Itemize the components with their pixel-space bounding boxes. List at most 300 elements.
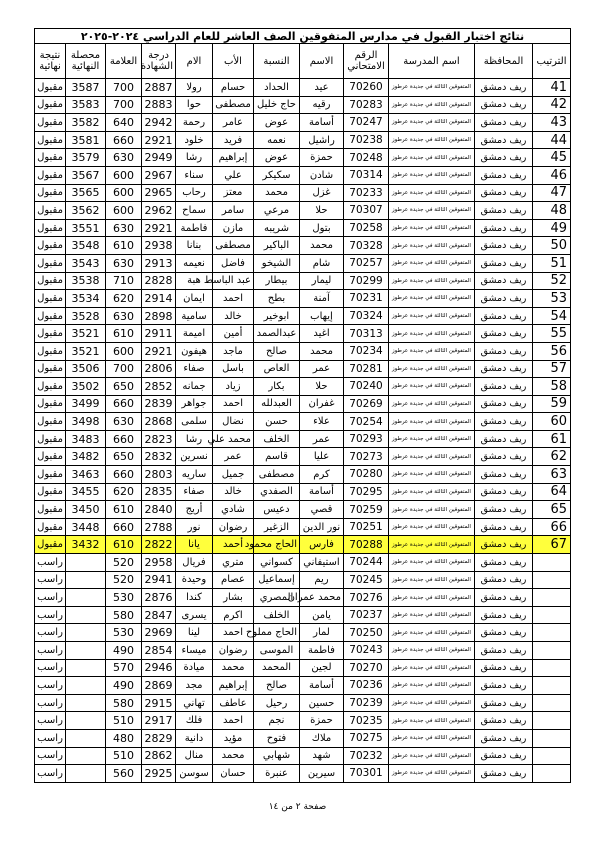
column-header: الام (176, 44, 213, 79)
father-name-cell: احمد (213, 712, 254, 730)
family-name-cell: صالح (254, 342, 300, 360)
mother-name-cell: رشا (176, 149, 213, 167)
table-row (35, 659, 571, 677)
rank-cell (533, 747, 571, 765)
first-name-cell: آمنة (300, 290, 344, 308)
school-cell: المتفوقين الثالثة في جديدة عرطوز (389, 694, 475, 712)
governorate-cell: ريف دمشق (475, 395, 533, 413)
governorate-cell: ريف دمشق (475, 765, 533, 783)
final-result-cell: مقبول (35, 378, 66, 396)
school-cell: المتفوقين الثالثة في جديدة عرطوز (389, 395, 475, 413)
certificate-score-cell: 2898 (142, 307, 176, 325)
certificate-score-cell: 2806 (142, 360, 176, 378)
father-name-cell: محمد (213, 747, 254, 765)
rank-cell: 47 (533, 184, 571, 202)
exam-number-cell: 70238 (344, 131, 389, 149)
family-name-cell: الحاج محمود (254, 536, 300, 554)
governorate-cell: ريف دمشق (475, 325, 533, 343)
family-name-cell: صالح (254, 677, 300, 695)
rank-cell: 58 (533, 378, 571, 396)
mother-name-cell: جواهر (176, 395, 213, 413)
final-result-cell: راسب (35, 624, 66, 642)
governorate-cell: ريف دمشق (475, 219, 533, 237)
mother-name-cell: سناء (176, 166, 213, 184)
family-name-cell: الحاج مملوح (254, 624, 300, 642)
school-cell: المتفوقين الثالثة في جديدة عرطوز (389, 712, 475, 730)
mother-name-cell: بنانا (176, 237, 213, 255)
first-name-cell: لمار (300, 624, 344, 642)
final-result-cell: مقبول (35, 518, 66, 536)
governorate-cell: ريف دمشق (475, 202, 533, 220)
final-total-cell: 3543 (66, 254, 106, 272)
family-name-cell: سكيكر (254, 166, 300, 184)
exam-number-cell: 70248 (344, 149, 389, 167)
family-name-cell: الشيخو (254, 254, 300, 272)
mother-name-cell: سامية (176, 307, 213, 325)
mother-name-cell: خلود (176, 131, 213, 149)
column-header: المحافظة (475, 44, 533, 79)
column-header: الأب (213, 44, 254, 79)
school-cell: المتفوقين الثالثة في جديدة عرطوز (389, 589, 475, 607)
table-header-row (35, 44, 571, 79)
family-name-cell: العبدلله (254, 395, 300, 413)
rank-cell (533, 571, 571, 589)
mother-name-cell: ميادة (176, 659, 213, 677)
table-row (35, 571, 571, 589)
exam-mark-cell: 490 (106, 677, 142, 695)
family-name-cell: الزغير (254, 518, 300, 536)
mother-name-cell: منال (176, 747, 213, 765)
final-total-cell: 3551 (66, 219, 106, 237)
final-result-cell: مقبول (35, 342, 66, 360)
exam-number-cell: 70254 (344, 413, 389, 431)
exam-mark-cell: 700 (106, 360, 142, 378)
final-result-cell: مقبول (35, 501, 66, 519)
governorate-cell: ريف دمشق (475, 149, 533, 167)
governorate-cell: ريف دمشق (475, 114, 533, 132)
father-name-cell: مؤيد (213, 729, 254, 747)
table-row (35, 677, 571, 695)
rank-cell: 59 (533, 395, 571, 413)
father-name-cell: ماجد (213, 342, 254, 360)
final-total-cell: 3581 (66, 131, 106, 149)
father-name-cell: أمين (213, 325, 254, 343)
family-name-cell: بكار (254, 378, 300, 396)
exam-mark-cell: 660 (106, 430, 142, 448)
exam-number-cell: 70237 (344, 606, 389, 624)
certificate-score-cell: 2921 (142, 131, 176, 149)
final-total-cell (66, 694, 106, 712)
rank-cell: 52 (533, 272, 571, 290)
school-cell: المتفوقين الثالثة في جديدة عرطوز (389, 659, 475, 677)
certificate-score-cell: 2925 (142, 765, 176, 783)
column-header: الرقم الامتحاني (344, 44, 389, 79)
final-total-cell: 3432 (66, 536, 106, 554)
mother-name-cell: رولا (176, 79, 213, 97)
final-total-cell: 3502 (66, 378, 106, 396)
school-cell: المتفوقين الثالثة في جديدة عرطوز (389, 765, 475, 783)
rank-cell: 64 (533, 483, 571, 501)
family-name-cell: شريبه (254, 219, 300, 237)
certificate-score-cell: 2869 (142, 677, 176, 695)
exam-number-cell: 70270 (344, 659, 389, 677)
father-name-cell: إبراهيم (213, 677, 254, 695)
page-title: نتائج اختبار القبول في مدارس المتفوقين الصف العاشر للعام الدراسي ٢٠٢٤-٢٠٢٥ (35, 29, 571, 44)
exam-mark-cell: 530 (106, 624, 142, 642)
rank-cell: 55 (533, 325, 571, 343)
mother-name-cell: نسرين (176, 448, 213, 466)
family-name-cell: العاص (254, 360, 300, 378)
final-total-cell (66, 659, 106, 677)
governorate-cell: ريف دمشق (475, 518, 533, 536)
exam-number-cell: 70247 (344, 114, 389, 132)
family-name-cell: الموسى (254, 642, 300, 660)
final-result-cell: مقبول (35, 466, 66, 484)
exam-mark-cell: 630 (106, 219, 142, 237)
table-row (35, 483, 571, 501)
table-row (35, 395, 571, 413)
exam-mark-cell: 520 (106, 554, 142, 572)
rank-cell: 46 (533, 166, 571, 184)
family-name-cell: نعمه (254, 131, 300, 149)
exam-mark-cell: 510 (106, 747, 142, 765)
table-row (35, 360, 571, 378)
final-result-cell: راسب (35, 712, 66, 730)
first-name-cell: محمد عمران (300, 589, 344, 607)
column-header: العلامة (106, 44, 142, 79)
school-cell: المتفوقين الثالثة في جديدة عرطوز (389, 342, 475, 360)
mother-name-cell: حوا (176, 96, 213, 114)
exam-number-cell: 70260 (344, 79, 389, 97)
exam-mark-cell: 570 (106, 659, 142, 677)
final-total-cell: 3450 (66, 501, 106, 519)
school-cell: المتفوقين الثالثة في جديدة عرطوز (389, 114, 475, 132)
table-body (35, 79, 571, 783)
governorate-cell: ريف دمشق (475, 272, 533, 290)
governorate-cell: ريف دمشق (475, 79, 533, 97)
family-name-cell: كسواني (254, 554, 300, 572)
rank-cell: 51 (533, 254, 571, 272)
father-name-cell: حسان (213, 765, 254, 783)
first-name-cell: عيد (300, 79, 344, 97)
family-name-cell: الباكير (254, 237, 300, 255)
table-row (35, 589, 571, 607)
family-name-cell: إسماعيل (254, 571, 300, 589)
table-row (35, 342, 571, 360)
mother-name-cell: سوسن (176, 765, 213, 783)
column-header: اسم المدرسة (389, 44, 475, 79)
table-row (35, 184, 571, 202)
final-result-cell: مقبول (35, 325, 66, 343)
first-name-cell: شام (300, 254, 344, 272)
father-name-cell: متري (213, 554, 254, 572)
family-name-cell: رحيل (254, 694, 300, 712)
final-total-cell (66, 589, 106, 607)
final-result-cell: راسب (35, 642, 66, 660)
first-name-cell: لجين (300, 659, 344, 677)
governorate-cell: ريف دمشق (475, 642, 533, 660)
first-name-cell: فاطمة (300, 642, 344, 660)
father-name-cell: أحمد (213, 536, 254, 554)
certificate-score-cell: 2941 (142, 571, 176, 589)
exam-number-cell: 70313 (344, 325, 389, 343)
final-total-cell: 3482 (66, 448, 106, 466)
certificate-score-cell: 2839 (142, 395, 176, 413)
exam-number-cell: 70257 (344, 254, 389, 272)
final-result-cell: مقبول (35, 290, 66, 308)
exam-mark-cell: 630 (106, 307, 142, 325)
table-row (35, 624, 571, 642)
exam-mark-cell: 510 (106, 712, 142, 730)
exam-mark-cell: 620 (106, 290, 142, 308)
mother-name-cell: فلك (176, 712, 213, 730)
exam-number-cell: 70269 (344, 395, 389, 413)
final-total-cell: 3499 (66, 395, 106, 413)
school-cell: المتفوقين الثالثة في جديدة عرطوز (389, 554, 475, 572)
governorate-cell: ريف دمشق (475, 747, 533, 765)
mother-name-cell: ايمان (176, 290, 213, 308)
exam-mark-cell: 620 (106, 483, 142, 501)
rank-cell: 63 (533, 466, 571, 484)
first-name-cell: عمر (300, 430, 344, 448)
father-name-cell: إبراهيم (213, 149, 254, 167)
rank-cell: 50 (533, 237, 571, 255)
exam-mark-cell: 610 (106, 501, 142, 519)
certificate-score-cell: 2847 (142, 606, 176, 624)
final-total-cell (66, 712, 106, 730)
final-total-cell (66, 642, 106, 660)
mother-name-cell: رحمة (176, 114, 213, 132)
first-name-cell: محمد (300, 342, 344, 360)
first-name-cell: حلا (300, 378, 344, 396)
father-name-cell: عامر (213, 114, 254, 132)
exam-mark-cell: 630 (106, 413, 142, 431)
governorate-cell: ريف دمشق (475, 237, 533, 255)
results-sheet (34, 28, 570, 783)
table-row (35, 202, 571, 220)
certificate-score-cell: 2854 (142, 642, 176, 660)
governorate-cell: ريف دمشق (475, 589, 533, 607)
first-name-cell: عليا (300, 448, 344, 466)
mother-name-cell: فاطمة (176, 219, 213, 237)
table-row (35, 466, 571, 484)
exam-number-cell: 70288 (344, 536, 389, 554)
certificate-score-cell: 2915 (142, 694, 176, 712)
exam-mark-cell: 700 (106, 79, 142, 97)
father-name-cell: احمد (213, 290, 254, 308)
mother-name-cell: رشا (176, 430, 213, 448)
father-name-cell: عمر (213, 448, 254, 466)
exam-number-cell: 70276 (344, 589, 389, 607)
father-name-cell: باسل (213, 360, 254, 378)
rank-cell: 61 (533, 430, 571, 448)
certificate-score-cell: 2803 (142, 466, 176, 484)
governorate-cell: ريف دمشق (475, 483, 533, 501)
school-cell: المتفوقين الثالثة في جديدة عرطوز (389, 430, 475, 448)
certificate-score-cell: 2913 (142, 254, 176, 272)
final-total-cell: 3506 (66, 360, 106, 378)
exam-number-cell: 70307 (344, 202, 389, 220)
certificate-score-cell: 2828 (142, 272, 176, 290)
final-result-cell: مقبول (35, 483, 66, 501)
school-cell: المتفوقين الثالثة في جديدة عرطوز (389, 378, 475, 396)
first-name-cell: نور الدين (300, 518, 344, 536)
certificate-score-cell: 2887 (142, 79, 176, 97)
final-result-cell: راسب (35, 694, 66, 712)
table-row (35, 237, 571, 255)
certificate-score-cell: 2862 (142, 747, 176, 765)
rank-cell (533, 606, 571, 624)
school-cell: المتفوقين الثالثة في جديدة عرطوز (389, 466, 475, 484)
mother-name-cell: سلمى (176, 413, 213, 431)
certificate-score-cell: 2958 (142, 554, 176, 572)
first-name-cell: اغيد (300, 325, 344, 343)
final-result-cell: مقبول (35, 131, 66, 149)
first-name-cell: حمزة (300, 149, 344, 167)
family-name-cell: عبدالصمد (254, 325, 300, 343)
mother-name-cell: لينا (176, 624, 213, 642)
exam-mark-cell: 580 (106, 606, 142, 624)
first-name-cell: غفران (300, 395, 344, 413)
exam-mark-cell: 660 (106, 395, 142, 413)
mother-name-cell: وحيدة (176, 571, 213, 589)
governorate-cell: ريف دمشق (475, 677, 533, 695)
final-result-cell: راسب (35, 554, 66, 572)
rank-cell (533, 589, 571, 607)
mother-name-cell: فريال (176, 554, 213, 572)
table-row (35, 149, 571, 167)
mother-name-cell: نعيمه (176, 254, 213, 272)
certificate-score-cell: 2962 (142, 202, 176, 220)
exam-mark-cell: 630 (106, 254, 142, 272)
final-result-cell: مقبول (35, 430, 66, 448)
family-name-cell: عوض (254, 149, 300, 167)
exam-mark-cell: 650 (106, 378, 142, 396)
exam-mark-cell: 650 (106, 448, 142, 466)
exam-mark-cell: 490 (106, 642, 142, 660)
father-name-cell: خالد (213, 307, 254, 325)
school-cell: المتفوقين الثالثة في جديدة عرطوز (389, 237, 475, 255)
father-name-cell: احمد (213, 624, 254, 642)
school-cell: المتفوقين الثالثة في جديدة عرطوز (389, 606, 475, 624)
certificate-score-cell: 2965 (142, 184, 176, 202)
family-name-cell: شهابي (254, 747, 300, 765)
mother-name-cell: تهاني (176, 694, 213, 712)
final-total-cell: 3463 (66, 466, 106, 484)
final-total-cell: 3567 (66, 166, 106, 184)
table-row (35, 694, 571, 712)
column-header: النسبة (254, 44, 300, 79)
exam-mark-cell: 630 (106, 149, 142, 167)
governorate-cell: ريف دمشق (475, 712, 533, 730)
school-cell: المتفوقين الثالثة في جديدة عرطوز (389, 501, 475, 519)
mother-name-cell: هبة (176, 272, 213, 290)
final-result-cell: مقبول (35, 395, 66, 413)
family-name-cell: فتوح (254, 729, 300, 747)
governorate-cell: ريف دمشق (475, 606, 533, 624)
results-table (34, 28, 571, 783)
final-total-cell: 3483 (66, 430, 106, 448)
father-name-cell: شادي (213, 501, 254, 519)
family-name-cell: الحداد (254, 79, 300, 97)
father-name-cell: عصام (213, 571, 254, 589)
rank-cell (533, 677, 571, 695)
school-cell: المتفوقين الثالثة في جديدة عرطوز (389, 747, 475, 765)
exam-number-cell: 70250 (344, 624, 389, 642)
first-name-cell: سيرين (300, 765, 344, 783)
first-name-cell: إيهاب (300, 307, 344, 325)
first-name-cell: غزل (300, 184, 344, 202)
family-name-cell: المحمد (254, 659, 300, 677)
exam-number-cell: 70299 (344, 272, 389, 290)
father-name-cell: مازن (213, 219, 254, 237)
governorate-cell: ريف دمشق (475, 694, 533, 712)
mother-name-cell: صفاء (176, 360, 213, 378)
final-total-cell: 3565 (66, 184, 106, 202)
final-total-cell: 3562 (66, 202, 106, 220)
father-name-cell: بشار (213, 589, 254, 607)
exam-number-cell: 70275 (344, 729, 389, 747)
exam-number-cell: 70258 (344, 219, 389, 237)
family-name-cell: محمد (254, 184, 300, 202)
governorate-cell: ريف دمشق (475, 342, 533, 360)
certificate-score-cell: 2852 (142, 378, 176, 396)
governorate-cell: ريف دمشق (475, 729, 533, 747)
certificate-score-cell: 2942 (142, 114, 176, 132)
school-cell: المتفوقين الثالثة في جديدة عرطوز (389, 131, 475, 149)
final-total-cell (66, 624, 106, 642)
table-row (35, 606, 571, 624)
first-name-cell: حسين (300, 694, 344, 712)
school-cell: المتفوقين الثالثة في جديدة عرطوز (389, 360, 475, 378)
governorate-cell: ريف دمشق (475, 536, 533, 554)
rank-cell: 60 (533, 413, 571, 431)
governorate-cell: ريف دمشق (475, 307, 533, 325)
column-header: الاسم (300, 44, 344, 79)
exam-mark-cell: 600 (106, 202, 142, 220)
certificate-score-cell: 2868 (142, 413, 176, 431)
exam-number-cell: 70244 (344, 554, 389, 572)
exam-number-cell: 70240 (344, 378, 389, 396)
family-name-cell: الصفدي (254, 483, 300, 501)
table-row (35, 554, 571, 572)
rank-cell: 67 (533, 536, 571, 554)
rank-cell (533, 729, 571, 747)
final-total-cell: 3521 (66, 325, 106, 343)
mother-name-cell: دانية (176, 729, 213, 747)
final-result-cell: راسب (35, 589, 66, 607)
rank-cell: 42 (533, 96, 571, 114)
father-name-cell: زياد (213, 378, 254, 396)
father-name-cell: فريد (213, 131, 254, 149)
rank-cell (533, 554, 571, 572)
first-name-cell: استيفاني (300, 554, 344, 572)
father-name-cell: سامر (213, 202, 254, 220)
exam-mark-cell: 640 (106, 114, 142, 132)
table-row (35, 378, 571, 396)
certificate-score-cell: 2835 (142, 483, 176, 501)
final-total-cell (66, 729, 106, 747)
final-total-cell: 3534 (66, 290, 106, 308)
table-row (35, 712, 571, 730)
table-row (35, 518, 571, 536)
school-cell: المتفوقين الثالثة في جديدة عرطوز (389, 272, 475, 290)
exam-mark-cell: 700 (106, 96, 142, 114)
final-total-cell (66, 677, 106, 695)
school-cell: المتفوقين الثالثة في جديدة عرطوز (389, 290, 475, 308)
school-cell: المتفوقين الثالثة في جديدة عرطوز (389, 202, 475, 220)
certificate-score-cell: 2917 (142, 712, 176, 730)
